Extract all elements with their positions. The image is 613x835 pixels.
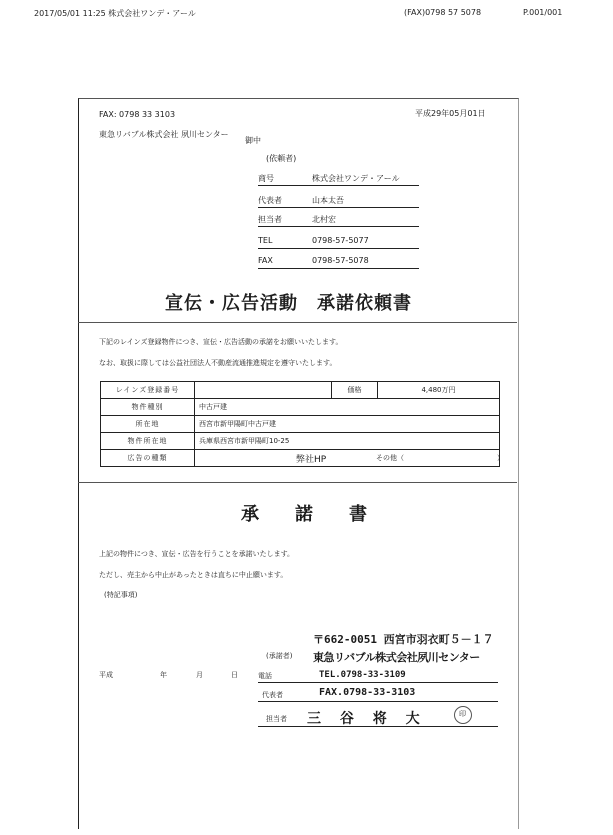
table-row <box>101 450 500 467</box>
ad-type-cell <box>195 450 504 467</box>
recipient-name: 東急リバブル株式会社 夙川センター <box>99 130 229 139</box>
sender-contact: 北村宏 <box>312 215 336 224</box>
address-value: 兵庫県西宮市新甲陽町10-25 <box>195 433 500 450</box>
consent-title: 承 諾 書 <box>241 504 367 525</box>
sender-row <box>258 195 419 208</box>
sender-row <box>258 173 419 186</box>
sender-label-company: 商号 <box>258 174 274 183</box>
underline <box>258 701 498 702</box>
sender-fax: 0798-57-5078 <box>312 256 369 265</box>
sender-company: 株式会社ワンデ・アール <box>312 174 400 183</box>
sender-row <box>258 256 419 269</box>
grantor-fax: FAX.0798-33-3103 <box>319 687 416 698</box>
ad-type-label: 広告の種類 <box>101 450 195 467</box>
body-line-2: なお、取扱に際しては公益社団法人不動産流通推進規定を遵守いたします。 <box>99 359 337 367</box>
type-value: 中古戸建 <box>195 399 500 416</box>
address-label: 物件所在地 <box>101 433 195 450</box>
document-date: 平成29年05月01日 <box>415 109 486 118</box>
ad-type-value: 弊社HP <box>296 455 327 465</box>
table-row <box>101 433 500 450</box>
person-name: 三 谷 将 大 <box>307 711 427 727</box>
divider <box>78 322 517 323</box>
sender-label-contact: 担当者 <box>258 215 282 224</box>
sender-label-representative: 代表者 <box>258 196 282 205</box>
sender-representative: 山本太吾 <box>312 196 344 205</box>
sender-label-tel: TEL <box>258 236 273 245</box>
date-month: 月 <box>196 671 203 679</box>
consent-line-1: 上記の物件につき、宣伝・広告を行うことを承諾いたします。 <box>99 550 295 558</box>
seal-mark: 印 <box>459 710 466 718</box>
document-title: 宣伝・広告活動 承諾依頼書 <box>165 293 412 314</box>
location-value: 西宮市新甲陽町中古戸建 <box>195 416 500 433</box>
price-label: 価格 <box>332 382 378 399</box>
grantor-company: 東急リバブル株式会社夙川センター <box>313 651 480 664</box>
sender-section-label: (依頼者) <box>266 154 297 163</box>
reins-value <box>195 382 332 399</box>
table-row <box>101 399 500 416</box>
recipient-honorific: 御中 <box>245 136 261 145</box>
table-row <box>101 382 500 399</box>
location-label: 所在地 <box>101 416 195 433</box>
fax-number: (FAX)0798 57 5078 <box>404 8 482 17</box>
sender-tel: 0798-57-5077 <box>312 236 369 245</box>
underline <box>258 726 498 727</box>
sender-label-fax: FAX <box>258 256 273 265</box>
consent-line-2: ただし、売主から中止があったときは直ちに中止願います。 <box>99 571 288 579</box>
fax-datetime: 2017/05/01 11:25 株式会社ワンデ・アール <box>34 9 196 18</box>
sender-row <box>258 236 419 249</box>
grantor-tel: TEL.0798-33-3109 <box>319 670 406 680</box>
date-day: 日 <box>231 671 238 679</box>
table-row <box>101 416 500 433</box>
type-label: 物件種別 <box>101 399 195 416</box>
tel-label: 電話 <box>258 672 272 680</box>
fax-label: 代表者 <box>262 691 283 699</box>
sender-row <box>258 214 419 227</box>
property-table <box>100 381 504 467</box>
grantor-label: (承諾者) <box>266 652 293 660</box>
price-value: 4,480万円 <box>378 382 500 399</box>
recipient-fax: FAX: 0798 33 3103 <box>99 110 176 119</box>
special-notes-label: (特記事項) <box>104 591 138 599</box>
date-year: 年 <box>160 671 167 679</box>
ad-other-label: その他（ <box>376 454 404 462</box>
ad-other-close: ） <box>497 454 504 462</box>
body-line-1: 下記のレインズ登録物件につき、宣伝・広告活動の承諾をお願いいたします。 <box>99 338 343 346</box>
date-era: 平成 <box>99 671 113 679</box>
grantor-address: 〒662-0051 西宮市羽衣町５－１７ <box>313 633 494 646</box>
divider <box>78 482 517 483</box>
reins-label: レインズ登録番号 <box>101 382 195 399</box>
underline <box>258 682 498 683</box>
person-label: 担当者 <box>266 715 287 723</box>
fax-page: P.001/001 <box>523 8 563 17</box>
